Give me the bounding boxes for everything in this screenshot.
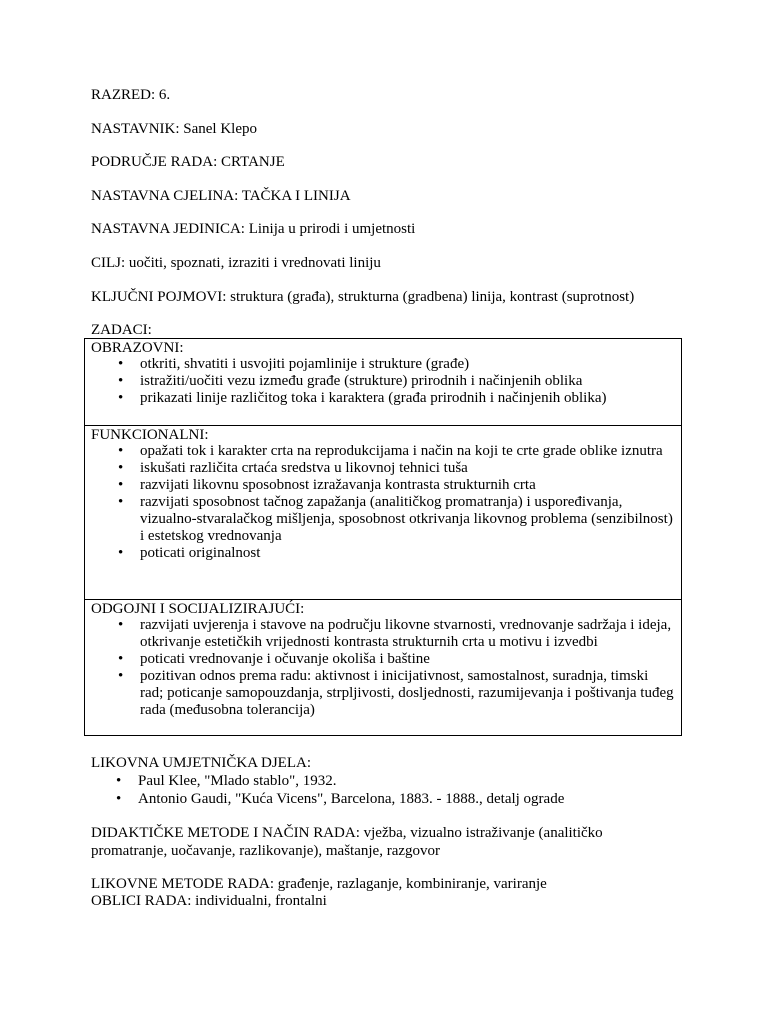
likovne-metode-line: LIKOVNE METODE RADA: građenje, razlaganje, kombiniranje, variranje [91,876,547,892]
works-list [91,772,564,808]
list-item: • pozitivan odnos prema radu: aktivnost i inicijativnost, samostalnost, suradnja, timski rad; poticanje samopouzdanja, strpljivosti, dosljednosti, razumijevanja i poštivanja tuđeg rada (međusobna tolerancija) [85,668,675,719]
list-item: • razvijati sposobnost tačnog zapažanja (analitičkog promatranja) i uspoređivanja, vizualno-stvaralačkog mišljenja, sposobnost otkrivanja likovnog problema (senzibilnost) i estetskog vrednovanja [85,494,675,545]
list-item: • iskušati različita crtaća sredstva u likovnoj tehnici tuša [85,460,675,477]
jedinica-line: NASTAVNA JEDINICA: Linija u prirodi i umjetnosti [91,221,416,237]
podrucje-line: PODRUČJE RADA: CRTANJE [91,154,285,170]
obrazovni-section [85,339,681,425]
list-item: • prikazati linije različitog toka i karaktera (građa prirodnih i načinjenih oblika) [85,390,675,407]
obrazovni-list [85,356,675,407]
funkcionalni-section [85,425,681,600]
list-item: • Paul Klee, "Mlado stablo", 1932. [91,772,564,790]
cilj-line: CILJ: uočiti, spoznati, izraziti i vrednovati liniju [91,255,381,271]
list-item: • opažati tok i karakter crta na reprodukcijama i način na koji te crte grade oblike iznutra [85,443,675,460]
list-item: • otkriti, shvatiti i usvojiti pojamlinije i strukture (građe) [85,356,675,373]
list-item: • razvijati likovnu sposobnost izražavanja kontrasta strukturnih crta [85,477,675,494]
funkcionalni-title: FUNKCIONALNI: [91,427,209,443]
funkcionalni-list [85,443,675,562]
list-item: • razvijati uvjerenja i stavove na području likovne stvarnosti, vrednovanje sadržaja i ideja, otkrivanje estetičkih vrijednosti kontrasta strukturnih crta u motivu i izvedbi [85,617,675,651]
obrazovni-title: OBRAZOVNI: [91,340,184,356]
list-item: • istražiti/uočiti vezu između građe (strukture) prirodnih i načinjenih oblika [85,373,675,390]
cjelina-line: NASTAVNA CJELINA: TAČKA I LINIJA [91,188,351,204]
didakticke-metode-line-1: DIDAKTIČKE METODE I NAČIN RADA: vježba, vizualno istraživanje (analitičko [91,825,603,841]
oblici-rada-line: OBLICI RADA: individualni, frontalni [91,893,327,909]
razred-line: RAZRED: 6. [91,87,171,103]
nastavnik-line: NASTAVNIK: Sanel Klepo [91,121,258,137]
list-item: • poticati originalnost [85,545,675,562]
odgojni-title: ODGOJNI I SOCIJALIZIRAJUĆI: [91,601,305,617]
list-item: • Antonio Gaudi, "Kuća Vicens", Barcelona, 1883. - 1888., detalj ograde [91,790,564,808]
didakticke-metode-line-2: promatranje, uočavanje, razlikovanje), maštanje, razgovor [91,843,441,859]
list-item: • poticati vrednovanje i očuvanje okoliša i baštine [85,651,675,668]
odgojni-section [85,599,681,736]
works-heading: LIKOVNA UMJETNIČKA DJELA: [91,755,311,771]
kljucni-pojmovi-line: KLJUČNI POJMOVI: struktura (građa), strukturna (gradbena) linija, kontrast (suprotnost) [91,289,635,305]
zadaci-heading: ZADACI: [91,322,152,338]
odgojni-list [85,617,675,719]
tasks-table [84,338,682,736]
